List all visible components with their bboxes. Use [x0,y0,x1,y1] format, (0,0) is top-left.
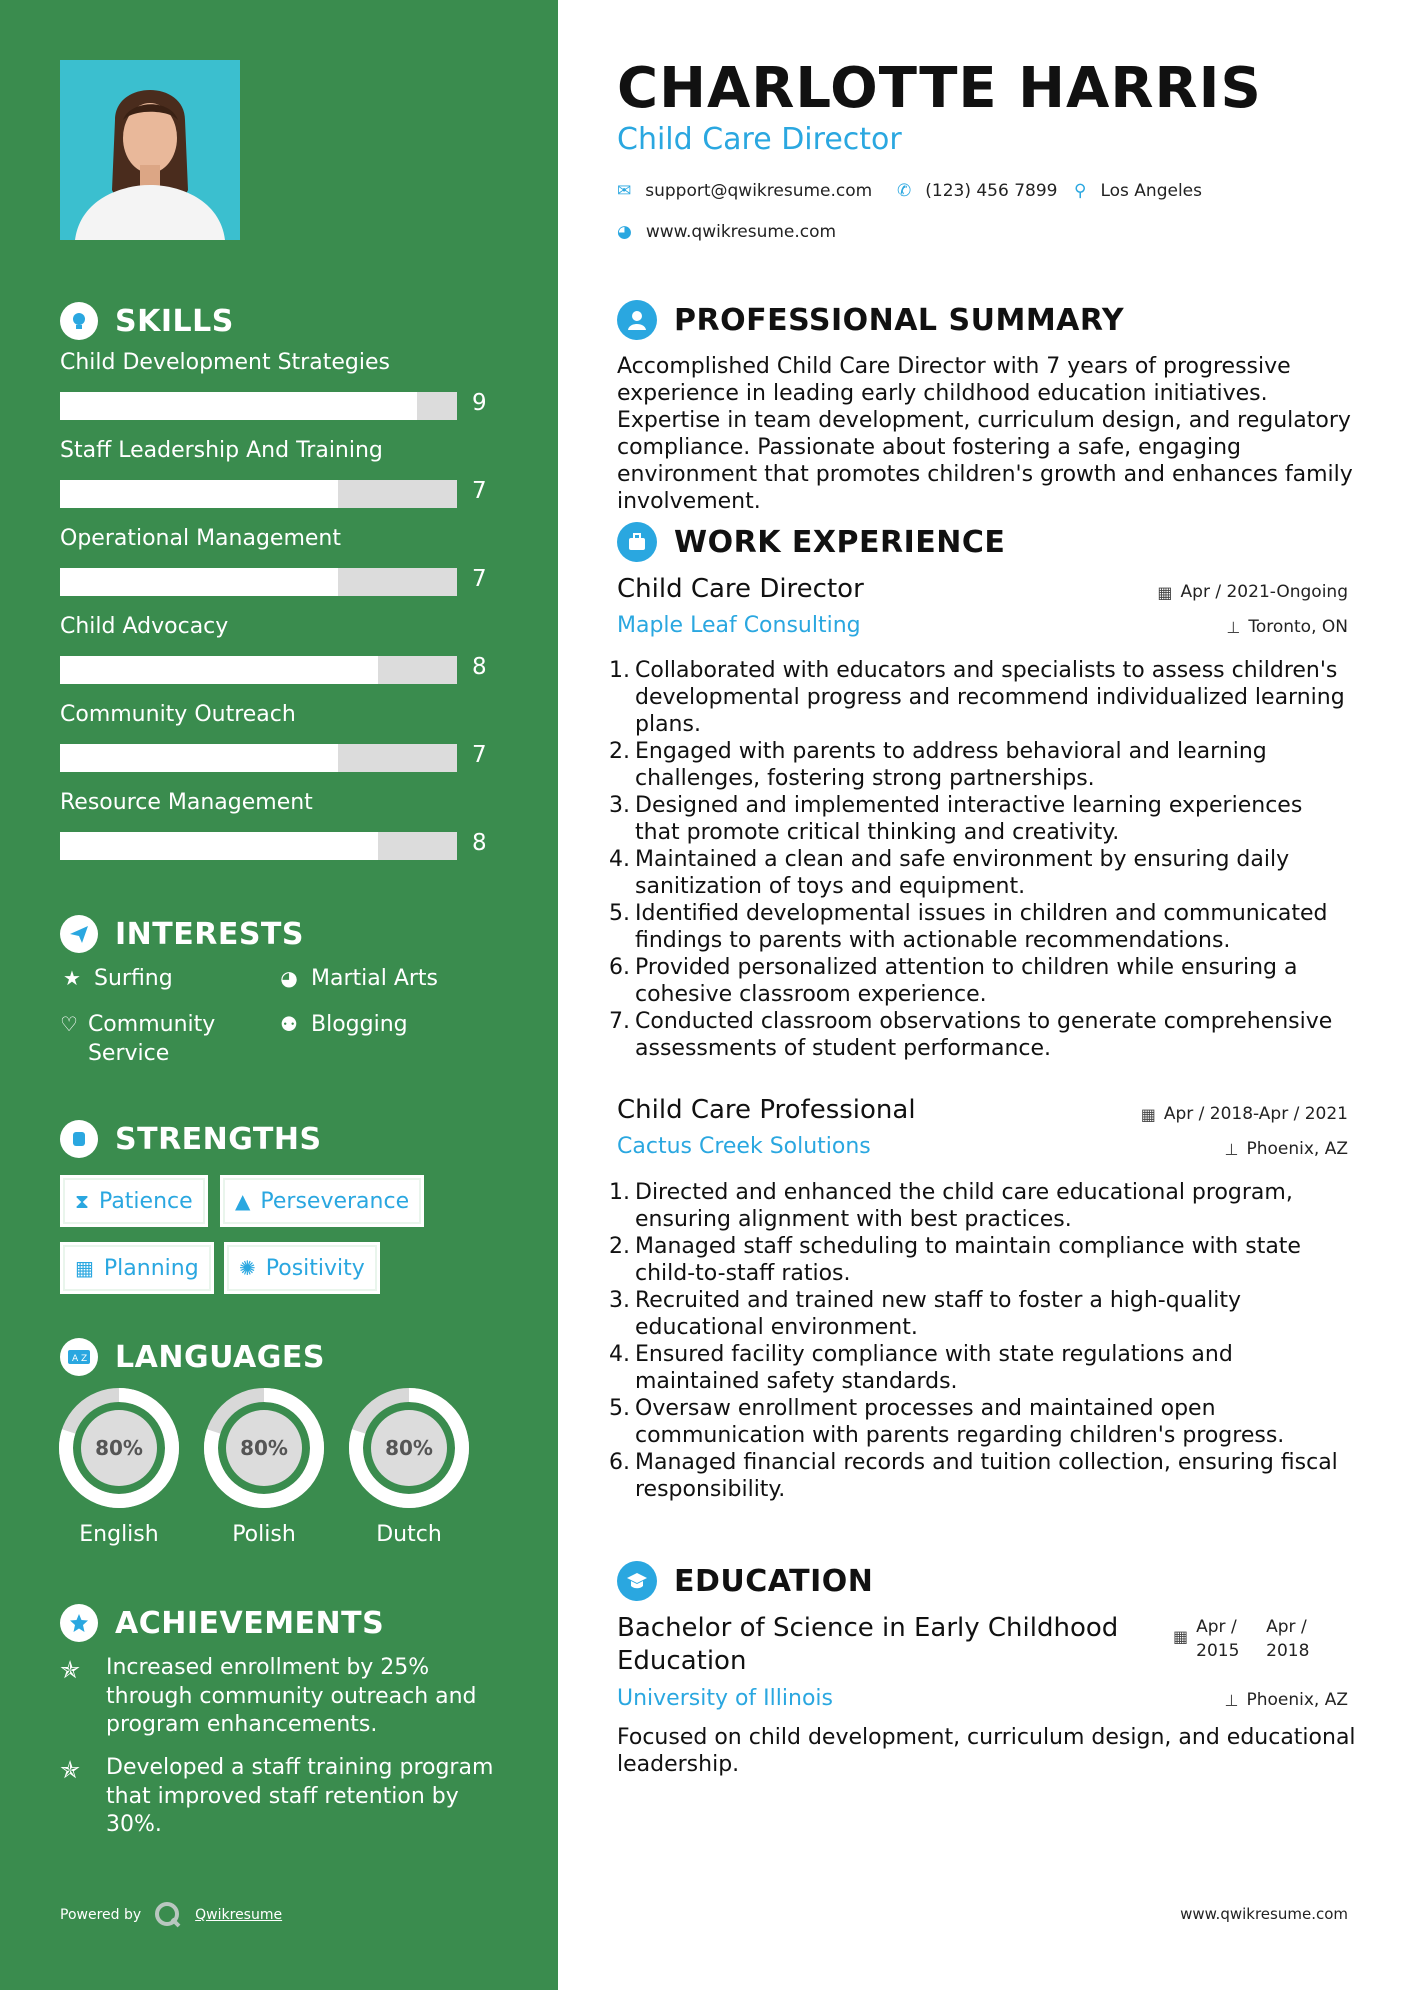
skill-value: 7 [472,742,487,768]
skill-name: Child Advocacy [60,614,229,639]
strength-label: Planning [103,1255,199,1281]
responsibility-text: Managed staff scheduling to maintain compliance with state child-to-staff ratios. [635,1234,1301,1286]
skill-bar [60,832,457,860]
job-title: Child Care Professional [617,1095,916,1125]
education-location [1225,1690,1348,1710]
strength-label: Positivity [265,1255,365,1281]
responsibility-item [609,1008,1349,1062]
responsibility-text: Managed financial records and tuition collection, ensuring fiscal responsibility. [635,1450,1338,1502]
education-title: EDUCATION [674,1563,874,1599]
responsibility-item [609,1287,1349,1341]
responsibility-text: Provided personalized attention to children while ensuring a cohesive classroom experience. [635,955,1298,1007]
responsibility-item [609,846,1349,900]
responsibility-item [609,1449,1349,1503]
interest-community-service [60,1010,240,1068]
qwikresume-logo-icon [153,1900,183,1930]
job-dates-text: Apr / 2021-Ongoing [1180,582,1348,602]
pushpin-icon: ⊥ [1226,617,1241,637]
shield-icon: ♡ [60,1012,78,1036]
skill-bar-fill [60,656,378,684]
skill-name: Operational Management [60,526,341,551]
achievement-text: Increased enrollment by 25% through community outreach and program enhancements. [106,1655,477,1737]
fist-icon [60,1120,98,1158]
interest-blogging [277,1010,408,1039]
sidebar [0,0,558,1990]
languages-header [60,1338,325,1376]
job-responsibilities [609,1179,1349,1503]
pushpin-icon: ⊥ [1224,1139,1239,1159]
skill-value: 7 [472,478,487,504]
gear-icon: ✺ [239,1256,256,1280]
job-location-text: Toronto, ON [1248,617,1348,637]
job-location [1226,617,1348,637]
language-item [57,1386,181,1547]
list-number: 6. [609,1450,630,1475]
strengths-header [60,1120,322,1158]
skill-bar [60,744,457,772]
powered-by [60,1900,282,1930]
language-ring [57,1386,181,1510]
strength-positivity [224,1242,380,1294]
list-number: 1. [609,1180,630,1205]
skill-bar-fill [60,392,417,420]
badge-star-icon [60,1604,98,1642]
skill-bar-fill [60,832,378,860]
responsibility-text: Maintained a clean and safe environment by ensuring daily sanitization of toys and equipment. [635,847,1290,899]
responsibility-item [609,1341,1349,1395]
degree-title: Bachelor of Science in Early Childhood Education [617,1613,1119,1676]
language-name: English [79,1522,159,1547]
responsibility-item [609,1233,1349,1287]
skill-bar [60,392,457,420]
lightbulb-icon [60,302,98,340]
phone-icon: ✆ [897,181,912,201]
responsibility-text: Designed and implemented interactive learning experiences that promote critical thinking and creativity. [635,793,1303,845]
achievement-item [60,1754,516,1840]
translate-icon [60,1338,98,1376]
strength-patience [60,1175,208,1227]
user-icon [617,300,657,340]
list-number: 2. [609,1234,630,1259]
job-company: Cactus Creek Solutions [617,1134,871,1159]
list-number: 2. [609,739,630,764]
list-number: 3. [609,793,630,818]
email-text: support@qwikresume.com [645,181,873,201]
achievements-header [60,1604,384,1642]
responsibility-item [609,657,1349,738]
skill-name: Resource Management [60,790,313,815]
website-text: www.qwikresume.com [645,222,837,242]
skill-name: Child Development Strategies [60,350,390,375]
globe-icon: ◕ [280,966,298,990]
list-number: 3. [609,1288,630,1313]
star-icon: ★ [63,966,81,990]
language-ring [347,1386,471,1510]
skills-title: SKILLS [115,303,234,339]
skill-name: Community Outreach [60,702,296,727]
interest-label: Blogging [311,1012,408,1037]
job-company: Maple Leaf Consulting [617,613,861,638]
strength-planning [60,1242,214,1294]
responsibility-text: Conducted classroom observations to generate comprehensive assessments of student performance. [635,1009,1333,1061]
responsibility-text: Oversaw enrollment processes and maintained open communication with parents regarding children's progress. [635,1396,1285,1448]
education-description: Focused on child development, curriculum design, and educational leadership. [617,1725,1356,1777]
strength-label: Perseverance [260,1188,410,1214]
experience-title: WORK EXPERIENCE [674,524,1006,560]
skill-bar-fill [60,568,338,596]
interest-label: Surfing [94,966,173,991]
responsibility-text: Collaborated with educators and specialists to assess children's developmental progress and recommend individualized learning plans. [635,658,1345,737]
responsibility-item [609,1395,1349,1449]
school-name: University of Illinois [617,1686,833,1711]
skill-value: 8 [472,654,487,680]
skill-value: 9 [472,390,487,416]
summary-title: PROFESSIONAL SUMMARY [674,302,1125,338]
road-icon: ▲ [235,1189,251,1213]
achievement-text: Developed a staff training program that improved staff retention by 30%. [106,1755,494,1837]
skill-name: Staff Leadership And Training [60,438,383,463]
paper-plane-icon [60,915,98,953]
profile-photo [60,60,240,240]
job-dates-text: Apr / 2018-Apr / 2021 [1163,1104,1348,1124]
contact-email[interactable] [617,181,872,201]
candidate-role: Child Care Director [617,122,902,157]
job-location-text: Phoenix, AZ [1246,1139,1348,1159]
skill-bar [60,568,457,596]
calendar-icon: ▦ [1140,1104,1156,1124]
graduation-cap-icon [617,1561,657,1601]
users-icon: ⚉ [280,1012,298,1036]
responsibility-text: Ensured facility compliance with state regulations and maintained safety standards. [635,1342,1233,1394]
skill-bar [60,480,457,508]
experience-header [617,522,1005,562]
responsibility-text: Identified developmental issues in children and communicated findings to parents with actionable recommendations. [635,901,1328,953]
language-percent: 80% [240,1436,288,1460]
strength-perseverance [220,1175,424,1227]
job-location [1225,1139,1348,1159]
pushpin-icon: ⊥ [1224,1690,1239,1710]
education-header [617,1561,873,1601]
hourglass-icon: ⧗ [75,1189,90,1213]
languages-title: LANGUAGES [115,1339,325,1375]
skill-bar [60,656,457,684]
list-number: 6. [609,955,630,980]
language-name: Dutch [376,1522,442,1547]
calendar-icon: ▦ [1157,582,1173,602]
responsibility-item [609,954,1349,1008]
calendar-icon: ▦ [75,1256,94,1280]
list-number: 1. [609,658,630,683]
job-dates [1157,582,1348,602]
skill-bar-fill [60,744,338,772]
language-item [347,1386,471,1547]
map-pin-icon: ⚲ [1074,181,1087,201]
language-percent: 80% [95,1436,143,1460]
responsibility-item [609,792,1349,846]
language-ring [202,1386,326,1510]
list-number: 7. [609,1009,630,1034]
language-item [202,1386,326,1547]
qwikresume-link[interactable]: Qwikresume [195,1907,283,1923]
education-location-text: Phoenix, AZ [1246,1690,1348,1710]
list-number: 5. [609,901,630,926]
summary-text: Accomplished Child Care Director with 7 years of progressive experience in leading early childhood education initiatives. Expertise in team development, curriculum design, and regulatory compliance. Passionate about fostering a safe, engaging environment that promotes children's growth and enhances family involvement. [617,354,1353,514]
job-responsibilities [609,657,1349,1062]
interest-label: Martial Arts [311,966,439,991]
footer-website[interactable]: www.qwikresume.com [1180,1905,1348,1923]
contact-location [1074,181,1202,201]
education-dates [1173,1615,1320,1663]
responsibility-text: Engaged with parents to address behavioral and learning challenges, fostering strong partnerships. [635,739,1267,791]
skills-header [60,302,234,340]
strengths-title: STRENGTHS [115,1121,322,1157]
interest-martial-arts [277,964,438,993]
skill-value: 7 [472,566,487,592]
calendar-icon: ▦ [1173,1627,1189,1646]
education-end: Apr / 2018 [1266,1617,1310,1661]
contact-website[interactable] [617,222,836,242]
language-percent: 80% [385,1436,433,1460]
responsibility-item [609,900,1349,954]
briefcase-icon [617,522,657,562]
star-burst-icon: ✯ [60,1756,81,1784]
education-start: Apr / 2015 [1196,1617,1240,1661]
phone-text: (123) 456 7899 [925,181,1058,201]
responsibility-item [609,738,1349,792]
achievements-title: ACHIEVEMENTS [115,1605,385,1641]
language-name: Polish [232,1522,296,1547]
list-number: 5. [609,1396,630,1421]
interests-header [60,915,304,953]
globe-icon: ◕ [617,222,632,242]
strength-label: Patience [99,1188,193,1214]
star-burst-icon: ✯ [60,1656,81,1684]
location-text: Los Angeles [1100,181,1202,201]
candidate-name: CHARLOTTE HARRIS [617,56,1262,121]
list-number: 4. [609,1342,630,1367]
envelope-icon: ✉ [617,181,632,201]
skill-value: 8 [472,830,487,856]
responsibility-text: Directed and enhanced the child care educational program, ensuring alignment with best practices. [635,1180,1293,1232]
job-title: Child Care Director [617,574,864,604]
responsibility-item [609,1179,1349,1233]
achievement-item [60,1654,516,1740]
interest-label: Community Service [87,1012,216,1066]
responsibility-text: Recruited and trained new staff to foster a high-quality educational environment. [635,1288,1241,1340]
powered-by-label: Powered by [60,1907,142,1923]
summary-header [617,300,1124,340]
interests-title: INTERESTS [115,916,304,952]
interest-surfing [60,964,173,993]
skill-bar-fill [60,480,338,508]
list-number: 4. [609,847,630,872]
contact-phone[interactable] [897,181,1057,201]
job-dates [1141,1104,1348,1124]
svg-text:A Z: A Z [72,1354,88,1364]
